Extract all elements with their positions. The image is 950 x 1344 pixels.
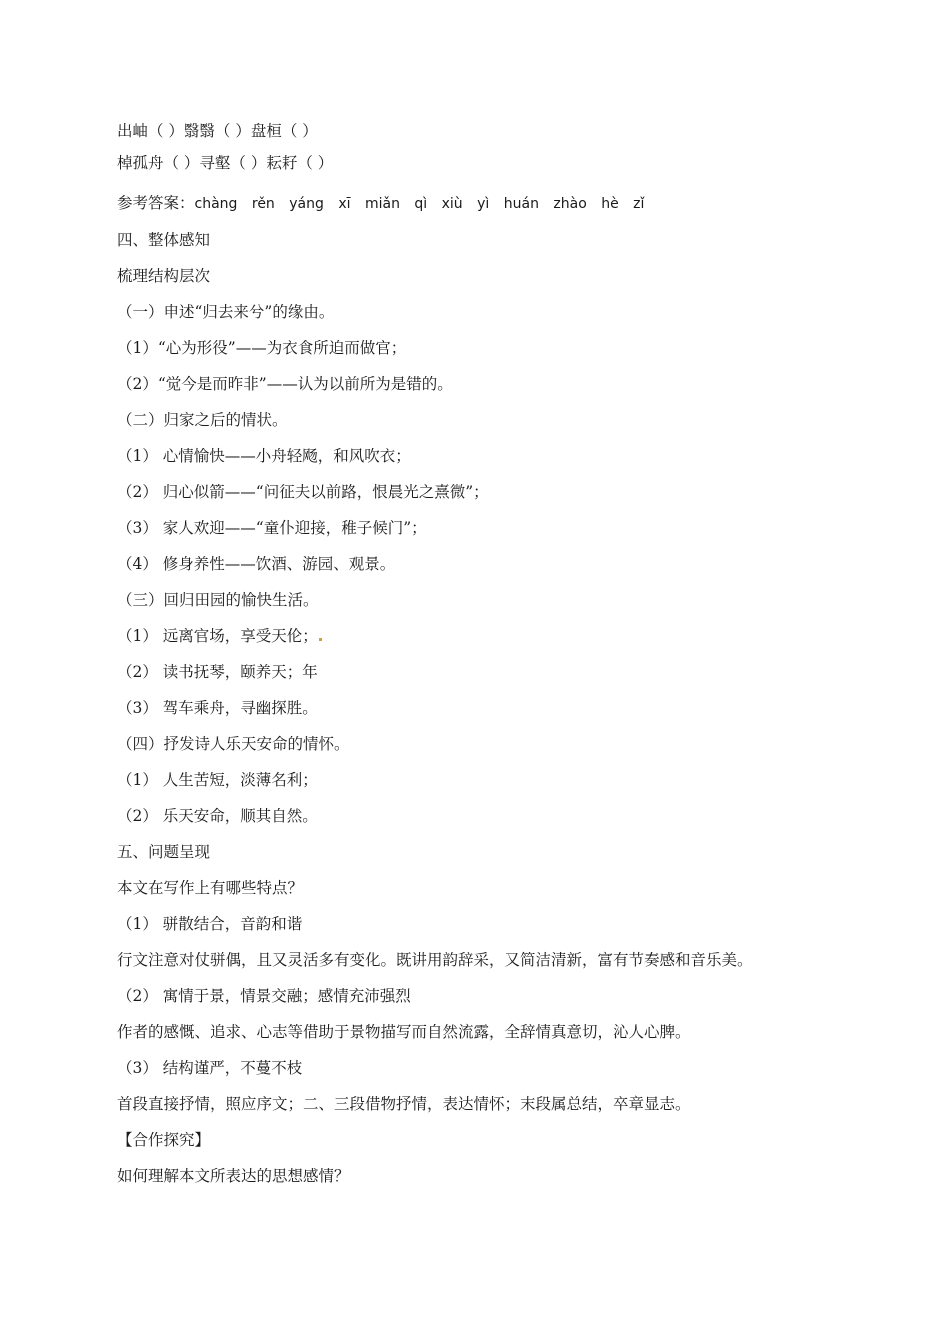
outline-item <box>117 626 837 646</box>
section-heading-questions: 五、问题呈现 <box>117 843 211 861</box>
outline-item: （2）“觉今是而昨非”——认为以前所为是错的。 <box>117 375 453 393</box>
outline-item: （1） 心情愉快——小舟轻飏，和风吹衣； <box>117 447 411 465</box>
pinyin-exercise-line-1: 出岫（ ）翳翳（ ）盘桓（ ） <box>117 122 318 140</box>
section-heading-cooperative: 【合作探究】 <box>117 1131 211 1149</box>
outline-part-2: （二）归家之后的情状。 <box>117 411 288 429</box>
outline-item: （3） 家人欢迎——“童仆迎接，稚子候门”； <box>117 519 427 537</box>
reference-answer-label: 参考答案： <box>117 194 195 212</box>
question: 本文在写作上有哪些特点？ <box>117 879 304 897</box>
feature-description: 作者的感慨、追求、心志等借助于景物描写而自然流露，全辞情真意切，沁人心脾。 <box>117 1023 691 1041</box>
outline-item: （1） 人生苦短，淡薄名利； <box>117 771 318 789</box>
outline-part-4: （四）抒发诗人乐天安命的情怀。 <box>117 735 350 753</box>
stray-mark <box>319 638 322 641</box>
outline-item: （3） 驾车乘舟，寻幽探胜。 <box>117 699 318 717</box>
section-heading-overall: 四、整体感知 <box>117 231 211 249</box>
feature-description: 行文注意对仗骈偶，且又灵活多有变化。既讲用韵辞采，又简洁清新，富有节奏感和音乐美。 <box>117 951 753 969</box>
outline-item: （1）“心为形役”——为衣食所迫而做官； <box>117 339 407 357</box>
outline-item-text: （1） 远离官场，享受天伦； <box>117 627 318 645</box>
subheading-structure: 梳理结构层次 <box>117 267 211 285</box>
feature-heading: （3） 结构谨严，不蔓不枝 <box>117 1059 303 1077</box>
feature-heading: （1） 骈散结合，音韵和谐 <box>117 915 303 933</box>
pinyin-exercise-line-2: 棹孤舟（ ）寻壑（ ）耘耔（ ） <box>117 154 334 172</box>
discussion-question: 如何理解本文所表达的思想感情？ <box>117 1167 350 1185</box>
feature-heading: （2） 寓情于景，情景交融；感情充沛强烈 <box>117 987 411 1005</box>
reference-answer-pinyin: chàng rěn yáng xī miǎn qì xiù yì huán zhào hè zǐ <box>194 196 645 212</box>
outline-item: （4） 修身养性——饮酒、游园、观景。 <box>117 555 396 573</box>
feature-description: 首段直接抒情，照应序文；二、三段借物抒情，表达情怀；末段属总结，卒章显志。 <box>117 1095 691 1113</box>
outline-part-1: （一）申述“归去来兮”的缘由。 <box>117 303 335 321</box>
reference-answer <box>117 193 837 214</box>
document-body <box>117 121 837 1202</box>
outline-item: （2） 归心似箭——“问征夫以前路，恨晨光之熹微”； <box>117 483 489 501</box>
outline-item: （2） 读书抚琴，颐养天；年 <box>117 663 318 681</box>
outline-item: （2） 乐天安命，顺其自然。 <box>117 807 318 825</box>
outline-part-3: （三）回归田园的愉快生活。 <box>117 591 319 609</box>
